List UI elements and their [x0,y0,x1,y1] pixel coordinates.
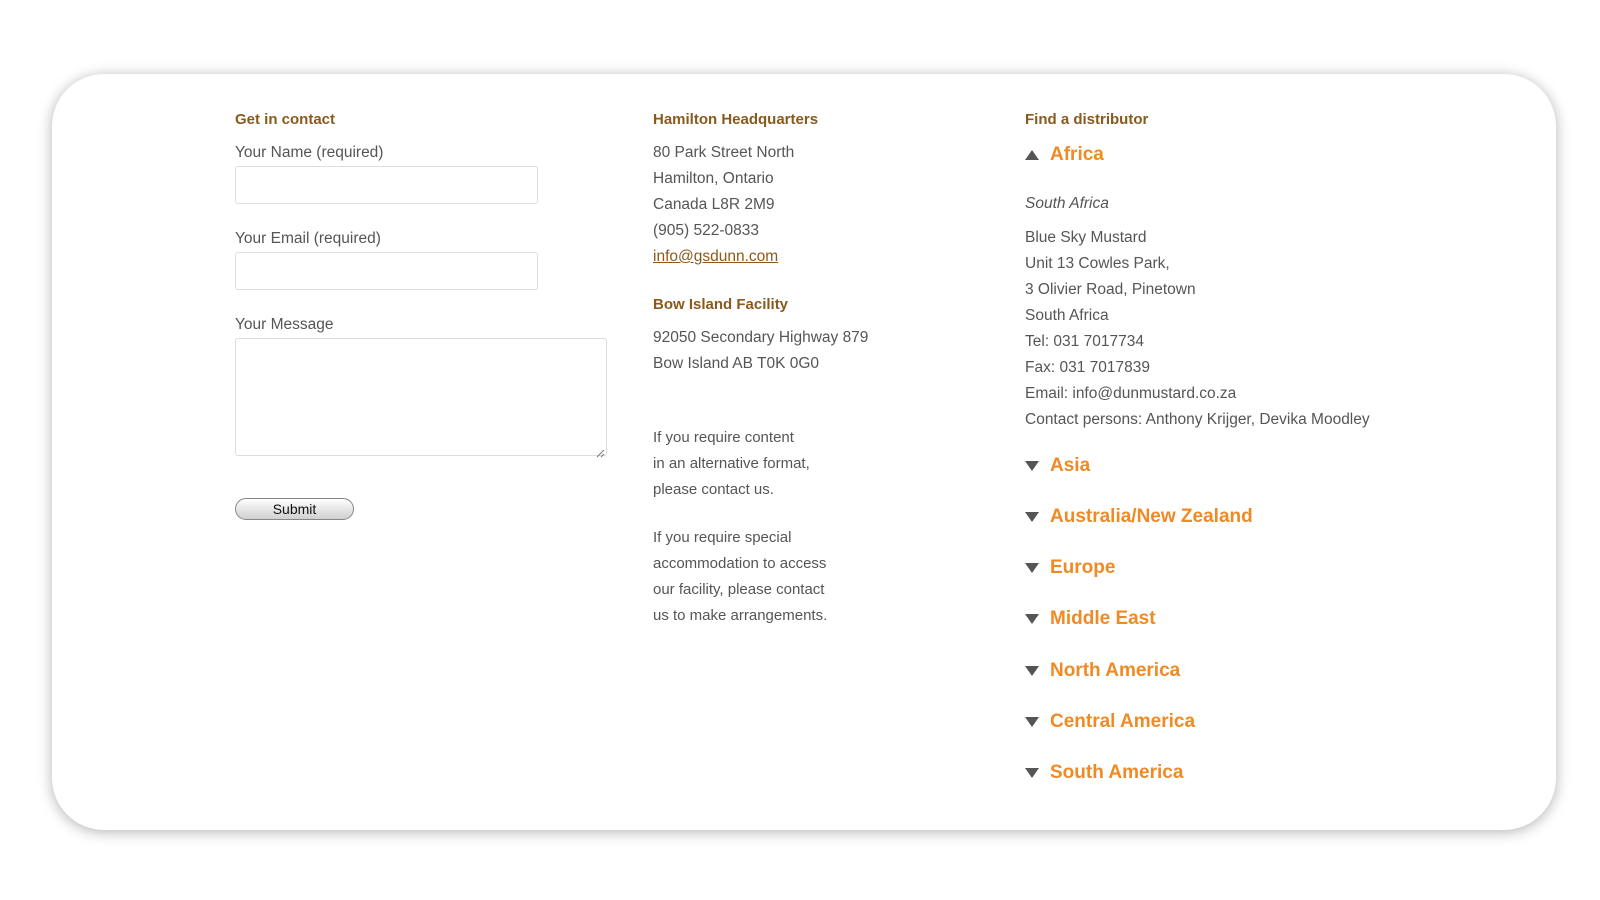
email-label: Your Email (required) [235,230,381,247]
note-line: If you require special [653,529,792,546]
region-name: South America [1050,762,1184,783]
hamilton-address [653,140,794,270]
triangle-down-icon [1025,666,1039,676]
bow-island-heading: Bow Island Facility [653,296,789,313]
region-name: North America [1050,660,1181,681]
distributor-fax: Fax: 031 7017839 [1025,359,1150,376]
region-europe-toggle[interactable] [1025,555,1115,581]
note-line: accommodation to access [653,555,827,572]
bow-island-address-line: 92050 Secondary Highway 879 [653,329,869,346]
alt-format-note [653,425,810,503]
region-name: Central America [1050,711,1196,732]
region-name: Asia [1050,455,1091,476]
message-textarea[interactable] [235,338,607,456]
note-line: please contact us. [653,481,774,498]
triangle-down-icon [1025,563,1039,573]
triangle-down-icon [1025,717,1039,727]
contact-card [52,74,1556,830]
triangle-up-icon [1025,150,1039,160]
hamilton-email-link[interactable]: info@gsdunn.com [653,248,779,265]
region-name: Australia/New Zealand [1050,506,1253,527]
triangle-down-icon [1025,512,1039,522]
region-name: Europe [1050,557,1116,578]
message-label: Your Message [235,316,334,333]
distributor-email: Email: info@dunmustard.co.za [1025,385,1237,402]
submit-button[interactable]: Submit [235,498,354,520]
note-line: us to make arrangements. [653,607,828,624]
bow-island-address-line: Bow Island AB T0K 0G0 [653,355,820,372]
distributor-details [1025,225,1370,433]
triangle-down-icon [1025,768,1039,778]
note-line: If you require content [653,429,794,446]
hamilton-address-line: Canada L8R 2M9 [653,196,775,213]
note-line: our facility, please contact [653,581,825,598]
region-name: Africa [1050,144,1104,165]
distributor-address-line: Unit 13 Cowles Park, [1025,255,1170,272]
distributor-tel: Tel: 031 7017734 [1025,333,1144,350]
region-central-america-toggle[interactable] [1025,709,1195,735]
hamilton-address-line: 80 Park Street North [653,144,795,161]
message-field-wrap [235,338,607,456]
region-australia-toggle[interactable] [1025,504,1253,530]
name-input[interactable] [235,166,538,204]
region-africa-toggle[interactable] [1025,142,1104,168]
hamilton-phone: (905) 522-0833 [653,222,759,239]
distributor-address-line: 3 Olivier Road, Pinetown [1025,281,1196,298]
resize-grip-icon[interactable] [596,445,605,454]
region-south-america-toggle[interactable] [1025,760,1183,786]
distributor-contacts: Contact persons: Anthony Krijger, Devika Moodley [1025,411,1370,428]
region-middle-east-toggle[interactable] [1025,606,1156,632]
region-north-america-toggle[interactable] [1025,658,1180,684]
note-line: in an alternative format, [653,455,810,472]
contact-heading: Get in contact [235,111,336,128]
distributor-company: Blue Sky Mustard [1025,229,1147,246]
triangle-down-icon [1025,461,1039,471]
hamilton-heading: Hamilton Headquarters [653,111,819,128]
triangle-down-icon [1025,614,1039,624]
distributor-heading: Find a distributor [1025,111,1149,128]
name-label: Your Name (required) [235,144,384,161]
distributor-address-line: South Africa [1025,307,1109,324]
region-name: Middle East [1050,608,1156,629]
hamilton-address-line: Hamilton, Ontario [653,170,774,187]
accommodation-note [653,525,827,629]
bow-island-address [653,325,868,377]
region-asia-toggle[interactable] [1025,453,1090,479]
country-name: South Africa [1025,195,1109,212]
email-input[interactable] [235,252,538,290]
